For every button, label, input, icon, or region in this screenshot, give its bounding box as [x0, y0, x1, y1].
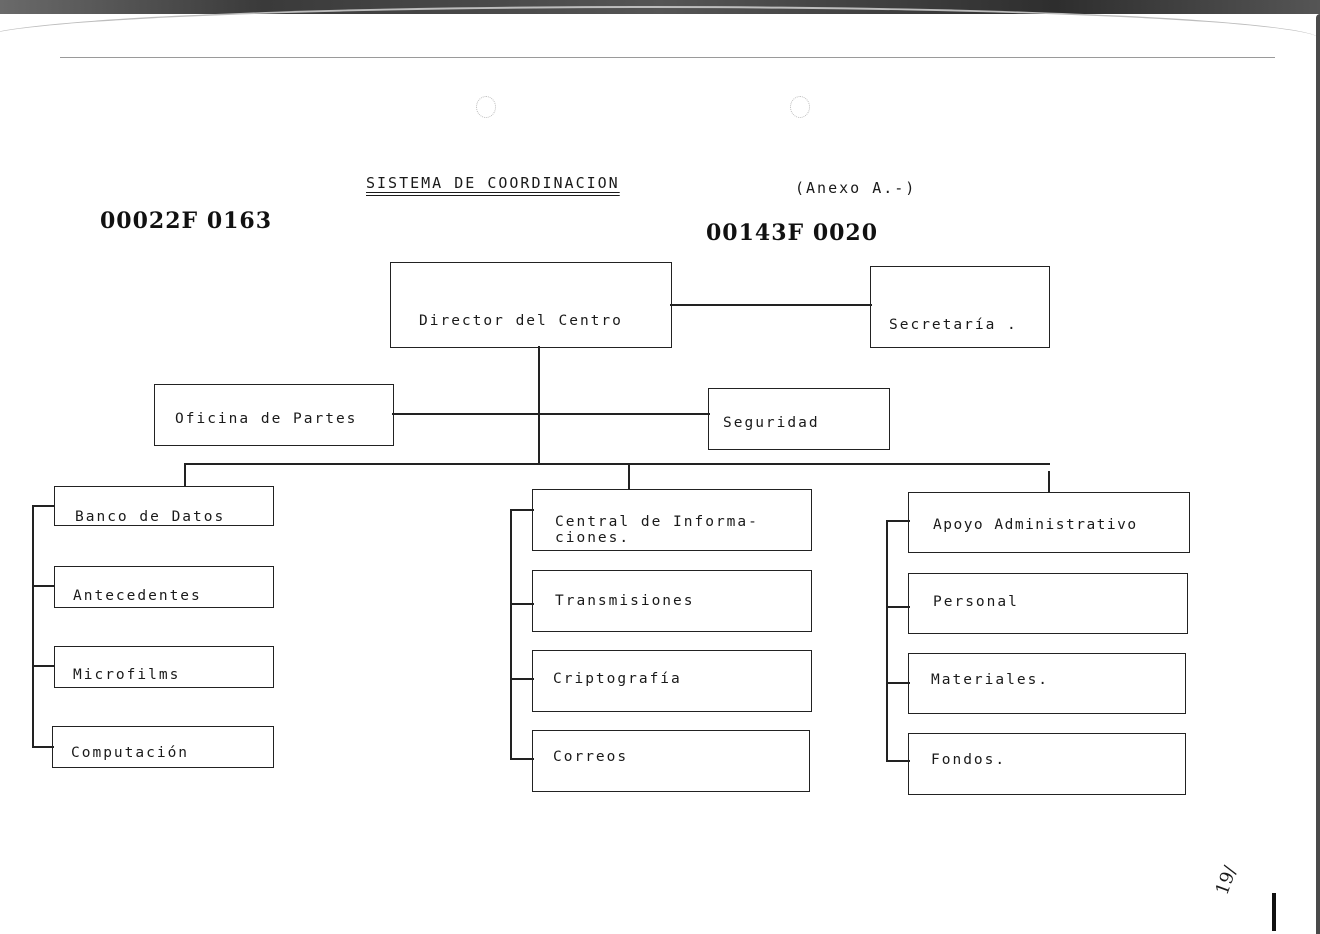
connector-left-tick	[32, 505, 54, 507]
scan-page-curve	[0, 6, 1320, 88]
diagram-title: SISTEMA DE COORDINACION	[366, 174, 620, 192]
connector-right-tick	[886, 520, 910, 522]
connector-director-trunk	[538, 346, 540, 464]
org-box-banco-datos	[54, 486, 274, 526]
page-number-mark: 19/	[1211, 863, 1242, 898]
connector-department-bus	[184, 463, 1050, 465]
org-box-label: Director del Centro	[419, 313, 623, 329]
org-box-central-informaciones	[532, 489, 812, 551]
org-box-director	[390, 262, 672, 348]
connector-center-tick	[510, 758, 534, 760]
org-box-label: Secretaría .	[889, 317, 1018, 333]
scan-right-border	[1316, 14, 1320, 934]
stamp-number-left: 00022F 0163	[100, 208, 273, 234]
org-box-computacion	[52, 726, 274, 768]
org-box-secretaria	[870, 266, 1050, 348]
connector-right-tick	[886, 682, 910, 684]
connector-left-tick	[32, 746, 54, 748]
org-box-label: Microfilms	[73, 667, 181, 683]
org-box-apoyo-administrativo	[908, 492, 1190, 553]
org-box-label: Antecedentes	[73, 588, 202, 604]
org-box-label: Computación	[71, 745, 190, 761]
org-box-label: Correos	[553, 749, 629, 765]
connector-center-tick	[510, 678, 534, 680]
org-box-label: Central de Informa- ciones.	[555, 514, 759, 546]
connector-drop-right	[1048, 471, 1050, 493]
scan-edge-line	[60, 57, 1275, 58]
connector-left-tick	[32, 585, 54, 587]
connector-right-offset	[1048, 471, 1049, 473]
org-box-label: Seguridad	[723, 415, 820, 431]
edge-mark	[1272, 893, 1276, 931]
org-box-label: Criptografía	[553, 671, 682, 687]
connector-center-tick	[510, 509, 534, 511]
connector-drop-center	[628, 463, 630, 489]
org-box-label: Personal	[933, 594, 1019, 610]
connector-staff-offices	[392, 413, 710, 415]
org-box-materiales	[908, 653, 1186, 714]
connector-center-tick	[510, 603, 534, 605]
org-box-oficina-partes	[154, 384, 394, 446]
connector-left-tick	[32, 665, 54, 667]
org-box-transmisiones	[532, 570, 812, 632]
org-box-microfilms	[54, 646, 274, 688]
org-box-fondos	[908, 733, 1186, 795]
org-box-label: Materiales.	[931, 672, 1050, 688]
org-box-label: Fondos.	[931, 752, 1007, 768]
org-box-antecedentes	[54, 566, 274, 608]
org-box-personal	[908, 573, 1188, 634]
connector-left-spine	[32, 505, 34, 747]
connector-drop-left	[184, 463, 186, 487]
connector-director-secretaria	[670, 304, 872, 306]
punch-hole-icon	[476, 96, 496, 118]
punch-hole-icon	[790, 96, 810, 118]
org-box-label: Apoyo Administrativo	[933, 517, 1138, 533]
org-box-correos	[532, 730, 810, 792]
connector-right-tick	[886, 760, 910, 762]
org-box-criptografia	[532, 650, 812, 712]
org-box-label: Transmisiones	[555, 593, 695, 609]
annex-label: (Anexo A.-)	[795, 179, 917, 197]
org-box-label: Banco de Datos	[75, 509, 226, 525]
org-box-label: Oficina de Partes	[175, 411, 358, 427]
connector-right-spine	[886, 520, 888, 760]
connector-right-tick	[886, 606, 910, 608]
connector-center-spine	[510, 509, 512, 759]
stamp-number-right: 00143F 0020	[706, 220, 879, 246]
org-box-seguridad	[708, 388, 890, 450]
